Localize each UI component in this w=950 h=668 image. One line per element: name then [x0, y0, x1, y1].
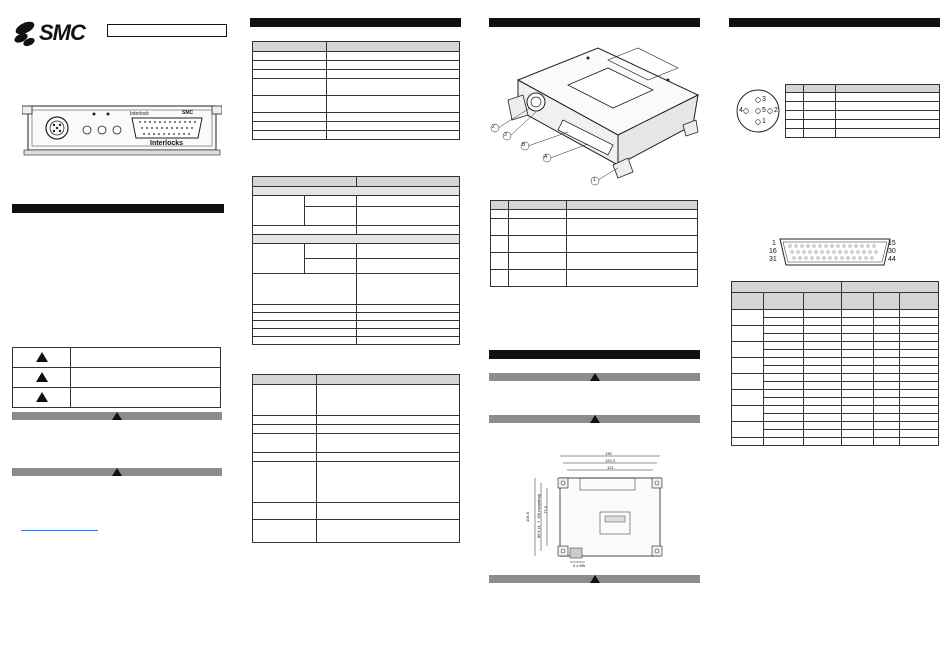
device-product-label: Interlocks — [150, 140, 184, 147]
m12-pin-3: 3 — [762, 96, 766, 103]
caution-bar — [12, 468, 222, 476]
warning-triangle-icon — [36, 372, 48, 382]
sub-d-connector-pinout — [770, 236, 900, 268]
document-number-box — [107, 24, 227, 37]
sub-d-pin-table — [731, 281, 939, 446]
sub-d-pin-30-label: 30 — [888, 248, 896, 255]
warning-triangle-icon — [590, 373, 600, 381]
device-isometric-illustration — [488, 40, 700, 190]
mounting-dimension-drawing — [525, 450, 665, 570]
website-link[interactable] — [21, 530, 98, 531]
dimension-height-1: 105.5 — [525, 512, 530, 523]
installation-warning-bar — [489, 373, 700, 381]
m12-pin-2: 2 — [774, 107, 778, 114]
sub-d-pin-15-label: 15 — [888, 240, 896, 247]
warning-triangle-icon — [36, 352, 48, 362]
installation-header-bar — [489, 350, 700, 359]
callout-1: 1 — [593, 177, 596, 183]
m12-pin-table — [785, 84, 940, 138]
dimension-height-3: 77.5 — [543, 506, 548, 514]
spec-table-3 — [252, 374, 460, 543]
dimension-width-3: 121 — [607, 465, 614, 470]
wiring-header-bar — [729, 18, 940, 27]
warning-triangle-icon — [590, 575, 600, 583]
bottom-warning-bar — [489, 575, 700, 583]
device-brand-label: SMC — [182, 110, 194, 116]
m12-connector-pinout — [735, 88, 781, 134]
sub-d-pin-1-label: 1 — [772, 240, 776, 247]
warning-triangle-icon — [112, 412, 122, 420]
section-header-bar — [12, 204, 224, 213]
callout-3: 3 — [504, 132, 507, 138]
installation-caution-bar — [489, 415, 700, 423]
dimension-height-2: 86.5 (4 × M4 mounting) — [536, 494, 541, 539]
device-top-label: Interlock — [130, 111, 149, 117]
dimension-width-2: 120.3 — [605, 458, 616, 463]
m12-pin-1: 1 — [762, 118, 766, 125]
callout-2: 2 — [492, 124, 495, 130]
m12-pin-5: 5 — [762, 107, 766, 114]
sub-d-pin-31-label: 31 — [769, 256, 777, 263]
parts-header-bar — [489, 18, 700, 27]
callout-a: A — [544, 154, 548, 160]
warning-triangle-icon — [590, 415, 600, 423]
device-front-illustration — [22, 100, 222, 158]
m12-pin-4: 4 — [739, 107, 743, 114]
spec-table-1 — [252, 41, 460, 140]
sub-d-pin-44-label: 44 — [888, 256, 896, 263]
safety-symbol-table — [12, 347, 221, 408]
dimension-hole-note: 4 x M5 — [573, 563, 586, 568]
dimension-overall-width: 130 — [605, 451, 612, 456]
specifications-header-bar — [250, 18, 461, 27]
warning-bar — [12, 412, 222, 420]
warning-triangle-icon — [36, 392, 48, 402]
spec-table-2 — [252, 176, 460, 345]
parts-table — [490, 200, 698, 287]
brand-logo — [13, 18, 103, 50]
sub-d-pin-16-label: 16 — [769, 248, 777, 255]
callout-b: B — [522, 142, 526, 148]
brand-name: SMC — [39, 20, 85, 45]
warning-triangle-icon — [112, 468, 122, 476]
